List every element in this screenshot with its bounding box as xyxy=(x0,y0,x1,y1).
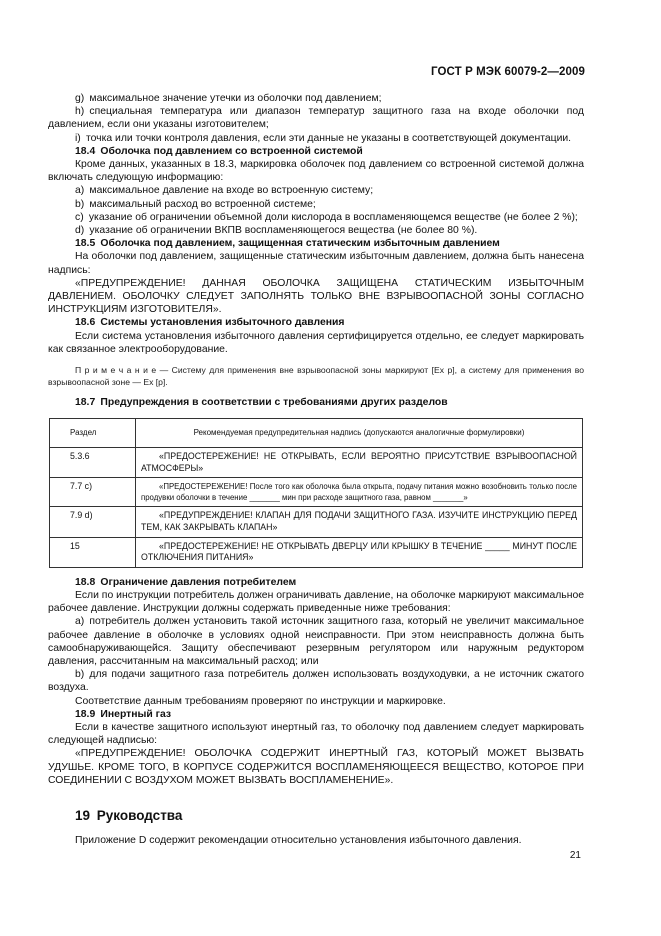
table-cell-text: «ПРЕДОСТЕРЕЖЕНИЕ! НЕ ОТКРЫВАТЬ, ЕСЛИ ВЕРОЯТНО ПРИСУТСТВИЕ ВЗРЫВООПАСНОЙ АТМОСФЕРЫ» xyxy=(136,448,583,478)
paragraph-18-5: На оболочки под давлением, защищенные статическим избыточным давлением, должна быть нанесена надпись: xyxy=(48,251,584,276)
table-cell-section: 7.9 d) xyxy=(50,507,136,537)
paragraph-19: Приложение D содержит рекомендации относительно установления избыточного давления. xyxy=(75,835,522,847)
table-row xyxy=(50,537,583,567)
table-cell-text: «ПРЕДУПРЕЖДЕНИЕ! КЛАПАН ДЛЯ ПОДАЧИ ЗАЩИТНОГО ГАЗА. ИЗУЧИТЕ ИНСТРУКЦИЮ ПЕРЕД ТЕМ, КАК ЗАКРЫВАТЬ КЛАПАН» xyxy=(136,507,583,537)
table-cell-section: 5.3.6 xyxy=(50,448,136,478)
table-cell-section: 7.7 c) xyxy=(50,478,136,507)
paragraph-18-8-closing: Соответствие данным требованиям проверяют по инструкции и маркировке. xyxy=(75,695,446,707)
heading-18-6: 18.6 Системы установления избыточного давления xyxy=(75,317,345,329)
list-item-18-4-b: b) максимальный расход во встроенной системе; xyxy=(75,198,316,210)
note-18-6: П р и м е ч а н и е — Систему для применения вне взрывоопасной зоны маркируют [Ex p], а систему для применения во взрывоопасной зоне — Ex [p]. xyxy=(48,365,584,388)
list-item-18-8-a: a) потребитель должен установить такой источник защитного газа, который не увеличит максимальное рабочее давление в оболочке в условиях одной неисправности. При этом неисправность должна быть самообнаруживающейся. Защиту обеспечивают резервным регулятором или наружным редуктором давления, рассчитанным на максимальный расход; или xyxy=(48,616,584,668)
warnings-table xyxy=(49,418,583,568)
section-title-19: 19 Руководства xyxy=(75,808,183,824)
table-row xyxy=(50,507,583,537)
warning-quote-18-9: «ПРЕДУПРЕЖДЕНИЕ! ОБОЛОЧКА СОДЕРЖИТ ИНЕРТНЫЙ ГАЗ, КОТОРЫЙ МОЖЕТ ВЫЗВАТЬ УДУШЬЕ. КРОМЕ ТОГО, В КОРПУСЕ СОДЕРЖИТСЯ ВОСПЛАМЕНЯЮЩЕЕСЯ ВЕЩЕСТВО, КОТОРОЕ ПРИ СОЕДИНЕНИИ С ВОЗДУХОМ МОЖЕТ ВЫЗВАТЬ ВОСПЛАМЕНЕНИЕ». xyxy=(48,748,584,786)
heading-18-4: 18.4 Оболочка под давлением со встроенной системой xyxy=(75,145,363,157)
table-cell-text: «ПРЕДОСТЕРЕЖЕНИЕ! НЕ ОТКРЫВАТЬ ДВЕРЦУ ИЛИ КРЫШКУ В ТЕЧЕНИЕ _____ МИНУТ ПОСЛЕ ОТКЛЮЧЕНИЯ ПИТАНИЯ» xyxy=(136,537,583,567)
list-item-i: i) точка или точки контроля давления, если эти данные не указаны в соответствующей документации. xyxy=(75,132,572,144)
table-row xyxy=(50,448,583,478)
table-header-text: Рекомендуемая предупредительная надпись (допускаются аналогичные формулировки) xyxy=(136,419,583,448)
paragraph-18-4-intro: Кроме данных, указанных в 18.3, маркировка оболочек под давлением со встроенной системой должна включать следующую информацию: xyxy=(48,159,584,184)
heading-18-5: 18.5 Оболочка под давлением, защищенная статическим избыточным давлением xyxy=(75,238,500,250)
heading-18-9: 18.9 Инертный газ xyxy=(75,708,172,720)
list-item-g: g) максимальное значение утечки из оболочки под давлением; xyxy=(75,93,382,104)
table-row xyxy=(50,478,583,507)
list-item-18-4-a: a) максимальное давление на входе во встроенную систему; xyxy=(75,185,374,197)
page-number: 21 xyxy=(569,850,581,861)
table-header-section: Раздел xyxy=(50,419,136,448)
heading-18-8: 18.8 Ограничение давления потребителем xyxy=(75,576,297,588)
table-header-row xyxy=(50,419,583,448)
page-content xyxy=(48,92,584,847)
warning-quote-18-5: «ПРЕДУПРЕЖДЕНИЕ! ДАННАЯ ОБОЛОЧКА ЗАЩИЩЕНА СТАТИЧЕСКИМ ИЗБЫТОЧНЫМ ДАВЛЕНИЕМ. ОБОЛОЧКУ СЛЕДУЕТ ЗАПОЛНЯТЬ ТОЛЬКО ВНЕ ВЗРЫВООПАСНОЙ ЗОНЫ СОГЛАСНО ИНСТРУКЦИЯМ ИЗГОТОВИТЕЛЯ». xyxy=(48,277,584,316)
heading-18-7: 18.7 Предупреждения в соответствии с требованиями других разделов xyxy=(75,397,448,409)
paragraph-18-8-intro: Если по инструкции потребитель должен ограничивать давление, на оболочке маркируют максимальное рабочее давление. Инструкции должны содержать приведенные ниже требования: xyxy=(48,590,584,615)
paragraph-18-9: Если в качестве защитного используют инертный газ, то оболочку под давлением следует маркировать следующей надписью: xyxy=(48,722,584,747)
table-cell-text: «ПРЕДОСТЕРЕЖЕНИЕ! После того как оболочка была открыта, подачу питания можно возобновить только после продувки оболочки в течение _______ мин при расходе защитного газа, равном _______» xyxy=(136,478,583,507)
list-item-18-4-d: d) указание об ограничении ВКПВ воспламеняющегося вещества (не более 80 %). xyxy=(75,225,478,237)
list-item-18-8-b: b) для подачи защитного газа потребитель должен использовать воздуходувки, а не источник сжатого воздуха. xyxy=(48,669,584,694)
document-header: ГОСТ Р МЭК 60079-2—2009 xyxy=(431,66,585,78)
list-item-h: h) специальная температура или диапазон температур защитного газа на входе оболочки под давлением, если они указаны изготовителем; xyxy=(48,106,584,131)
paragraph-18-6: Если система установления избыточного давления сертифицируется отдельно, ее следует маркировать как связанное электрооборудование. xyxy=(48,330,584,355)
table-cell-section: 15 xyxy=(50,537,136,567)
list-item-18-4-c: c) указание об ограничении объемной доли кислорода в воспламеняющемся веществе (не более 2 %); xyxy=(75,211,578,223)
